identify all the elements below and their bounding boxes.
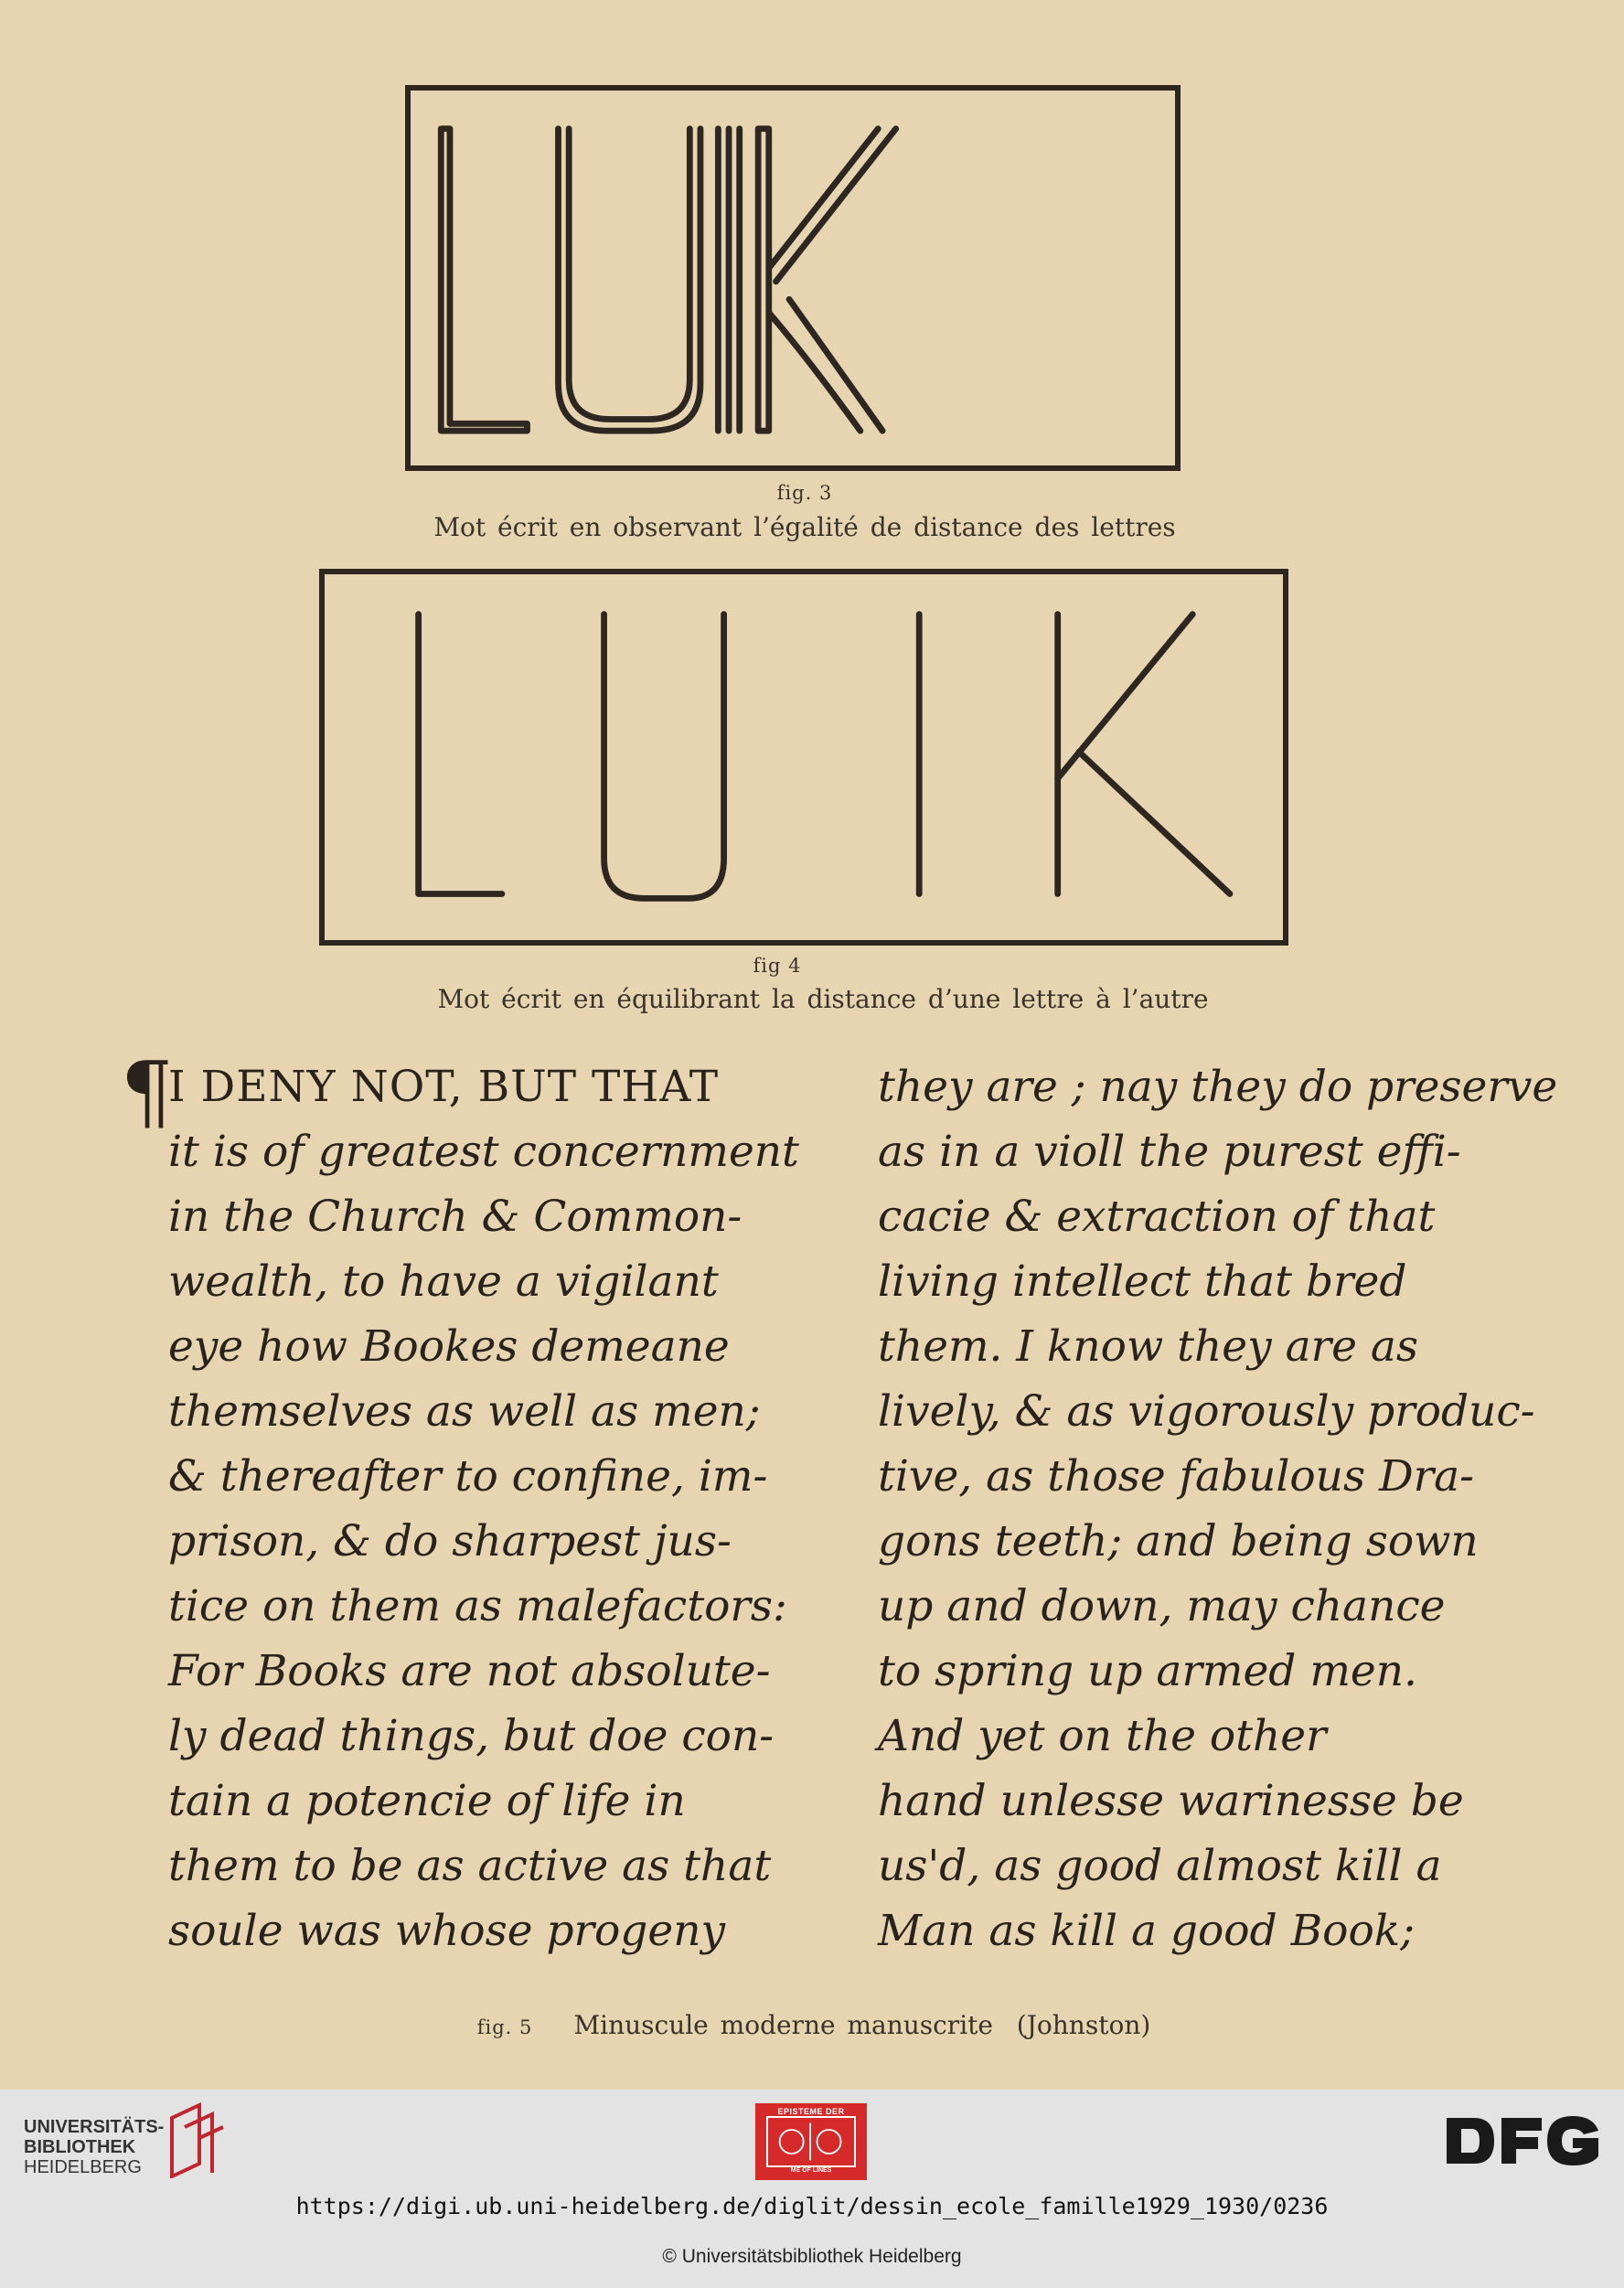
left-line: in the Church & Common-: [168, 1192, 743, 1242]
figure-3-lettering: [411, 91, 1175, 465]
figure-3-number: fig. 3: [776, 482, 833, 504]
right-line: And yet on the other: [878, 1711, 1327, 1761]
library-name-line: BIBLIOTHEK: [24, 2137, 136, 2157]
right-line: lively, & as vigorously produc-: [878, 1386, 1535, 1437]
right-line: cacie & extraction of that: [878, 1192, 1436, 1242]
episteme-title: EPISTEME DER: [777, 2107, 845, 2116]
left-line: wealth, to have a vigilant: [168, 1256, 719, 1307]
right-line: tive, as those fabulous Dra-: [878, 1451, 1475, 1502]
left-line: it is of greatest concernment: [168, 1127, 799, 1177]
copyright-notice: © Universitätsbibliothek Heidelberg: [662, 2246, 962, 2267]
left-line: themselves as well as men;: [168, 1386, 761, 1437]
figure-3-frame: [405, 85, 1181, 471]
left-line: soule was whose progeny: [168, 1906, 726, 1956]
right-line: up and down, may chance: [878, 1581, 1446, 1631]
figure-5-caption-row: [402, 2010, 1225, 2040]
figure-4-caption: Mot écrit en équilibrant la distance d’une lettre à l’autre: [437, 984, 1209, 1014]
right-line: they are ; nay they do preserve: [878, 1062, 1558, 1112]
right-line: gons teeth; and being sown: [878, 1516, 1479, 1566]
figure-5-number: fig. 5: [476, 2016, 533, 2038]
library-logo-text[interactable]: [24, 2117, 164, 2177]
left-line: prison, & do sharpest jus-: [168, 1516, 732, 1566]
permalink-url[interactable]: https://digi.ub.uni-heidelberg.de/diglit/dessin_ecole_famille1929_1930/0236: [295, 2193, 1329, 2219]
left-line: them to be as active as that: [168, 1841, 772, 1891]
left-line: ly dead things, but doe con-: [168, 1711, 775, 1761]
left-line: eye how Bookes demeane: [168, 1321, 730, 1372]
figure-3-caption: Mot écrit en observant l’égalité de distance des lettres: [433, 512, 1176, 542]
left-line: tain a potencie of life in: [168, 1776, 686, 1826]
left-line: I DENY NOT, BUT THAT: [168, 1062, 720, 1112]
figure-4-frame: [319, 569, 1288, 946]
right-line: living intellect that bred: [878, 1256, 1407, 1307]
right-line: Man as kill a good Book;: [878, 1906, 1416, 1956]
manuscript-initial: ¶: [121, 1044, 174, 1140]
right-line: to spring up armed men.: [878, 1646, 1417, 1696]
left-line: tice on them as malefactors:: [168, 1581, 787, 1631]
figure-5-caption: Minuscule moderne manuscrite (Johnston): [573, 2010, 1151, 2040]
dfg-logo[interactable]: [1447, 2112, 1600, 2169]
episteme-emblem-icon: [766, 2116, 856, 2167]
library-name-line: HEIDELBERG: [24, 2157, 142, 2177]
right-line: us'd, as good almost kill a: [878, 1841, 1442, 1891]
figure-4-lettering: [325, 574, 1283, 940]
manuscript-left-column: [168, 1054, 799, 1963]
library-name-line: UNIVERSITÄTS-: [24, 2117, 165, 2137]
left-line: & thereafter to confine, im-: [168, 1451, 768, 1502]
episteme-subtitle: ME OF LINES: [790, 2167, 832, 2174]
right-line: as in a violl the purest effi-: [878, 1127, 1461, 1177]
left-line: For Books are not absolute-: [168, 1646, 771, 1696]
right-line: hand unlesse warinesse be: [878, 1776, 1464, 1826]
library-logo-icon[interactable]: [163, 2100, 227, 2178]
episteme-logo[interactable]: [755, 2103, 867, 2180]
figure-4-number: fig 4: [753, 955, 802, 977]
right-line: them. I know they are as: [878, 1321, 1418, 1372]
manuscript-right-column: [878, 1054, 1557, 1963]
